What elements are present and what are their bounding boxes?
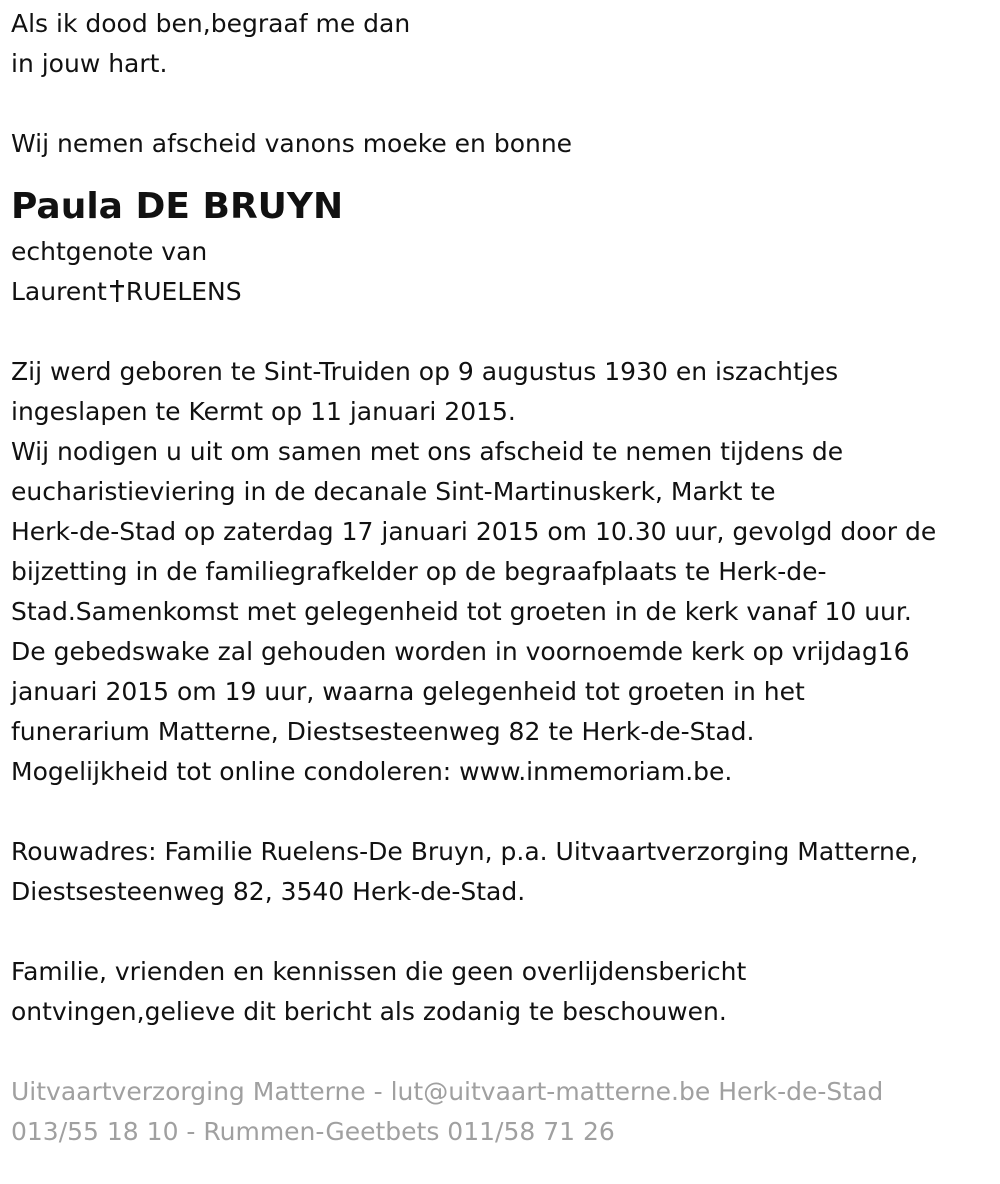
poem-line-2: in jouw hart. (11, 49, 168, 78)
body-line: eucharistieviering in de decanale Sint-Martinuskerk, Markt te (11, 477, 776, 506)
body-line: Mogelijkheid tot online condoleren: www.inmemoriam.be. (11, 757, 733, 786)
spouse-last-name: RUELENS (125, 277, 242, 306)
notice-line: ontvingen,gelieve dit bericht als zodanig te beschouwen. (11, 997, 727, 1026)
body-line: ingeslapen te Kermt op 11 januari 2015. (11, 397, 516, 426)
body-line: Zij werd geboren te Sint-Truiden op 9 augustus 1930 en iszachtjes (11, 357, 839, 386)
farewell-line: Wij nemen afscheid vanons moeke en bonne (11, 129, 573, 158)
body-text (11, 352, 990, 792)
address-line: Diestsesteenweg 82, 3540 Herk-de-Stad. (11, 877, 526, 906)
body-line: januari 2015 om 19 uur, waarna gelegenheid tot groeten in het (11, 677, 805, 706)
body-line: funerarium Matterne, Diestsesteenweg 82 te Herk-de-Stad. (11, 717, 755, 746)
body-line: Herk-de-Stad op zaterdag 17 januari 2015 om 10.30 uur, gevolgd door de (11, 517, 937, 546)
relation-line: echtgenote van (11, 237, 208, 266)
footer-line: Uitvaartverzorging Matterne - lut@uitvaart-matterne.be Herk-de-Stad (11, 1077, 884, 1106)
address-line: Rouwadres: Familie Ruelens-De Bruyn, p.a. Uitvaartverzorging Matterne, (11, 837, 919, 866)
notice-text (11, 952, 990, 1032)
poem-line-1: Als ik dood ben,begraaf me dan (11, 9, 411, 38)
spouse-line (11, 272, 990, 312)
body-line: bijzetting in de familiegrafkelder op de begraafplaats te Herk-de- (11, 557, 827, 586)
spouse-first-name: Laurent (11, 277, 107, 306)
body-line: De gebedswake zal gehouden worden in voornoemde kerk op vrijdag16 (11, 637, 910, 666)
notice-line: Familie, vrienden en kennissen die geen overlijdensbericht (11, 957, 747, 986)
cross-icon (110, 280, 124, 302)
funeral-home-footer (11, 1072, 990, 1152)
footer-line: 013/55 18 10 - Rummen-Geetbets 011/58 71 26 (11, 1117, 615, 1146)
deceased-name: Paula DE BRUYN (11, 186, 344, 227)
mourning-address (11, 832, 990, 912)
body-line: Stad.Samenkomst met gelegenheid tot groeten in de kerk vanaf 10 uur. (11, 597, 912, 626)
body-line: Wij nodigen u uit om samen met ons afscheid te nemen tijdens de (11, 437, 844, 466)
